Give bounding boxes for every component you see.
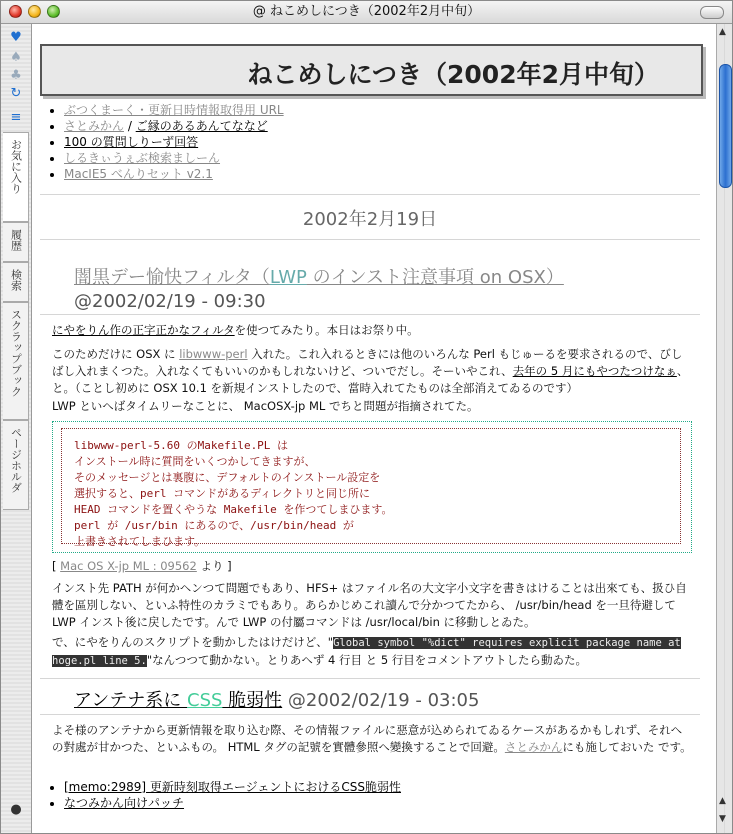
favorites-icon[interactable]: ♥ (10, 30, 22, 45)
divider (40, 194, 700, 195)
quote-box (52, 421, 692, 553)
libwww-perl-link[interactable]: libwww-perl (179, 347, 248, 361)
date-heading: 2002年2月19日 (302, 209, 438, 230)
paragraph: よそ様のアンテナから更新情報を取り込む際、その情報ファイルに惡意が込められてゐるケースがあるかもしれず、それへの對處が甘かつた、といふもの。 HTML タグの記號を實體參照へ變換することで回避。さとみかんにも施しておいた です。 (52, 723, 692, 754)
filter-link[interactable]: にやをりん作の正字正かなフィルタ (52, 323, 235, 337)
page-banner (40, 44, 703, 96)
entry-time: @2002/02/19 - 03:05 (282, 690, 480, 711)
paragraph: で、にやをりんのスクリプトを動かしたはけだけど、"Global symbol "%dict" requires explicit package name at hoge.pl line 5."なんつつて動かない。とりあへず 4 行目 と 5 行目をコメントアウトしたら動ゐた。 (52, 635, 681, 667)
title-bar (1, 1, 732, 24)
separator: / (124, 119, 136, 133)
refresh-icon[interactable]: ↻ (10, 86, 22, 101)
list-item (64, 102, 284, 118)
divider (40, 239, 700, 240)
paragraph: インスト先 PATH が何かヘンつて問題でもあり、HFS+ はファイル名の大文字小文字を書きはけることは出來ても、扱ひ自體を區別しない、といふ特性のカラミでもあり。あらかじめこれ讀んで分かつてたから、 /usr/bin/head を一旦待避して LWP インスト後に戻したです。んで LWP の付屬コマンドは /usr/local/bin に移動しとゐた。 (52, 581, 687, 629)
tab-page-holder[interactable]: ページホルダ (3, 420, 29, 510)
scroll-up-icon[interactable]: ▲ (719, 27, 726, 37)
minimize-button[interactable] (28, 5, 41, 18)
header-link-list (50, 102, 284, 182)
list-item (64, 779, 401, 795)
list-item (64, 134, 284, 150)
scroll-up-icon[interactable]: ▲ (719, 796, 726, 806)
entry-title-link[interactable]: アンテナ系に CSS 脆弱性 (74, 690, 283, 711)
citation: [ Mac OS X-jp ML : 09562 より ] (52, 559, 232, 573)
divider (40, 678, 700, 679)
last-year-link[interactable]: 去年の 5 月にもやつたつけなぁ (512, 364, 677, 378)
globe-icon[interactable]: ● (10, 802, 22, 817)
page-content (32, 24, 708, 834)
tab-history[interactable]: 履歴 (3, 222, 29, 262)
ml-citation-link[interactable]: Mac OS X-jp ML : 09562 (60, 559, 197, 573)
tab-favorites[interactable]: お気に入り (3, 132, 29, 222)
paragraph: LWP といへばタイムリーなことに、 MacOSX-jp ML でちと問題が指摘されてた。 (52, 399, 479, 413)
entry-title-link[interactable]: 闇黒デー愉快フィルタ（LWP のインスト注意事項 on OSX） (74, 267, 564, 288)
patch-link[interactable]: なつみかん向けパッチ (64, 796, 185, 810)
divider (40, 714, 700, 715)
bookmark-url-link[interactable]: ぶつくまーく・更新日時情報取得用 URL (64, 103, 284, 117)
scroll-thumb[interactable] (719, 64, 732, 188)
window-title: @ ねこめしにつき（2002年2月中旬） (252, 4, 481, 19)
search-machine-link[interactable]: しるきぃうぇぶ検索ましーん (64, 151, 221, 165)
satomikan-link[interactable]: さとみかん (504, 740, 563, 754)
satomikan-link[interactable]: さとみかん (64, 119, 125, 133)
toolbar-toggle-button[interactable] (700, 6, 724, 19)
macie5-set-link[interactable]: MacIE5 べんりセット v2.1 (64, 167, 213, 181)
paragraph: このためだけに OSX に libwww-perl 入れた。これ入れるときには他のいろんな Perl もじゅーるを要求されるので、びしばし入れまくつた。入れなくてもいいのかもしれないけど、ついでだし。そーいやこれ、去年の 5 月にもやつたつけなぁ、と。（ことし初めに OSX 10.1 を新規インストしたので、當時入れてたものは全部消えてゐるのです） (52, 347, 689, 395)
page-title: ねこめしにつき（2002年2月中旬） (247, 60, 659, 89)
tab-scrapbook[interactable]: スクラップブック (3, 302, 29, 420)
organize-icon[interactable]: ♣ (10, 68, 22, 83)
tab-search[interactable]: 検索 (3, 262, 29, 302)
antenna-link[interactable]: ご縁のあるあんてななど (135, 119, 268, 133)
close-button[interactable] (9, 5, 22, 18)
list-item (64, 150, 284, 166)
list-item (64, 166, 284, 182)
list-item (64, 118, 284, 134)
paragraph: にやをりん作の正字正かなフィルタを使つてみたり。本日はお祭り中。 (52, 323, 419, 337)
add-favorite-icon[interactable]: ♠ (10, 50, 22, 65)
entry-title (74, 266, 674, 314)
list-item (64, 795, 401, 811)
scroll-down-icon[interactable]: ▼ (719, 814, 726, 824)
explorer-bar (1, 24, 32, 834)
list-icon[interactable]: ≡ (10, 110, 22, 125)
lwp-link: LWP (269, 267, 307, 288)
vertical-scrollbar[interactable] (716, 24, 732, 834)
quote-text: libwww-perl-5.60 のMakefile.PL は インストール時に質問をいくつかしてきますが、 そのメッセージとは裏腹に、デフォルトのインストール設定を 選択すると、perl コマンドがあるディレクトリと同じ所に HEAD コマンドを置くやうな Makefile を作つてしまひます。 perl が /usr/bin にあるので、/usr/bin/head が 上書きされてしまひます。 (61, 428, 681, 544)
entry-title (74, 686, 479, 712)
divider (40, 314, 700, 315)
zoom-button[interactable] (47, 5, 60, 18)
entry-time: @2002/02/19 - 09:30 (74, 291, 266, 312)
error-message: Global symbol "%dict" requires explicit package name at hoge.pl line 5. (52, 637, 681, 667)
memo-link[interactable]: [memo:2989] 更新時刻取得エージェントにおけるCSS脆弱性 (64, 780, 401, 794)
questions-link[interactable]: 100 の質問しりーず回答 (64, 135, 199, 149)
entry-link-list (50, 779, 401, 811)
